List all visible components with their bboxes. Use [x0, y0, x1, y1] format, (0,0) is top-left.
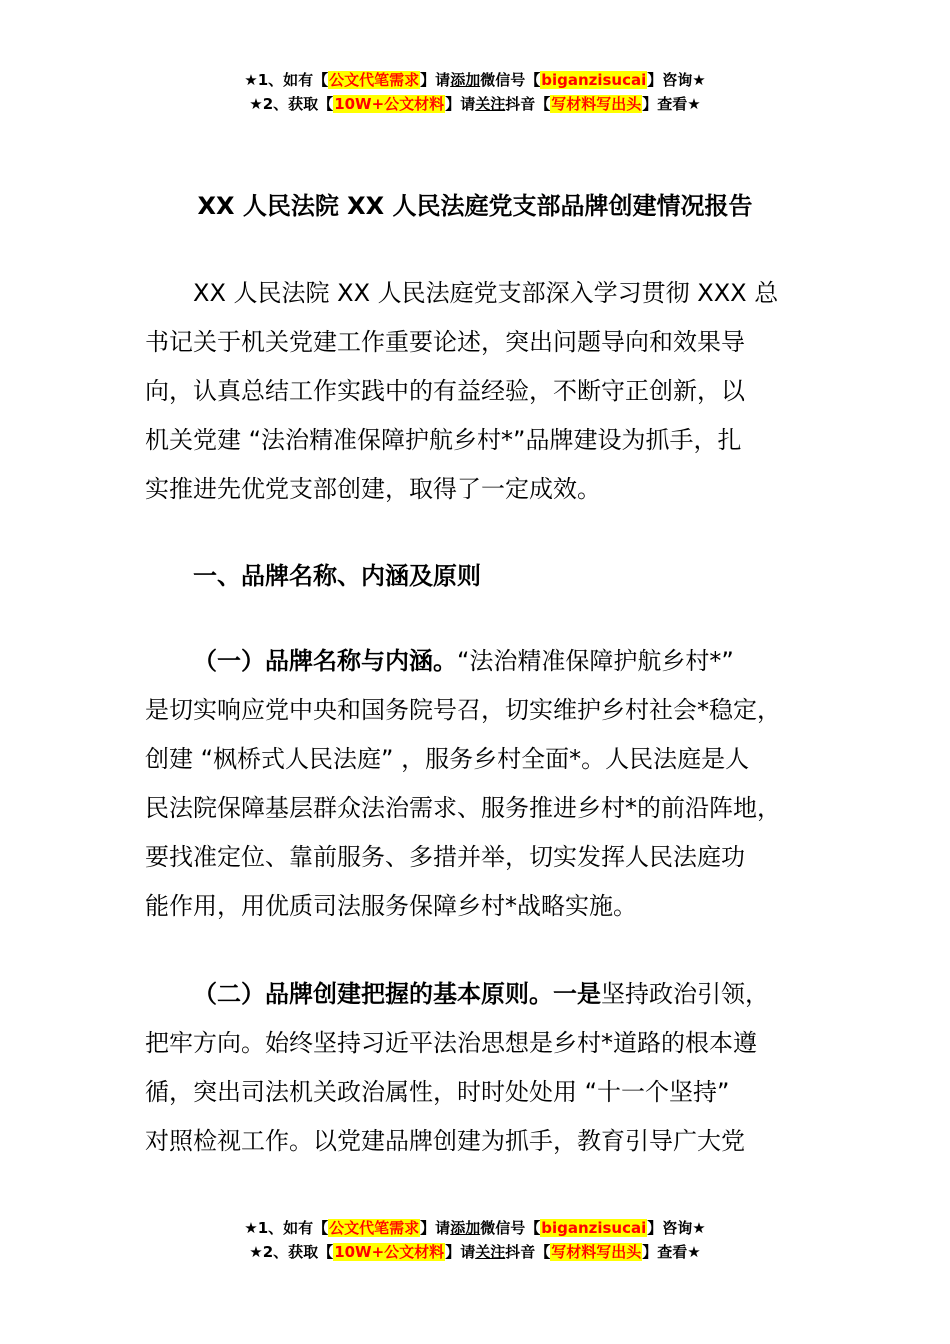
intro-line: 向，认真总结工作实践中的有益经验，不断守正创新，以 — [145, 377, 745, 405]
banner-text: 】请 — [420, 71, 451, 89]
banner-text: ★1、如有【 — [244, 1219, 329, 1237]
sub2-line: 把牢方向。始终坚持习近平法治思想是乡村*道路的根本遵 — [145, 1029, 757, 1057]
banner-line-2 — [0, 1240, 950, 1264]
banner-line-2 — [0, 92, 950, 116]
banner-text: ★1、如有【 — [244, 71, 329, 89]
banner-underline: 添加 — [450, 71, 481, 89]
banner-text: 微信号【 — [480, 71, 541, 89]
banner-line-1 — [0, 68, 950, 92]
banner-text: 】查看★ — [642, 1243, 701, 1261]
sub1-line: 能作用，用优质司法服务保障乡村*战略实施。 — [145, 892, 637, 920]
banner-line-1 — [0, 1216, 950, 1240]
sub1-lead: （一）品牌名称与内涵。 — [193, 647, 457, 675]
banner-highlight: biganzisucai — [541, 71, 647, 89]
banner-text: ★2、获取【 — [249, 1243, 334, 1261]
banner-highlight: 公文代笔需求 — [329, 71, 420, 89]
document-title: XX 人民法院 XX 人民法庭党支部品牌创建情况报告 — [197, 192, 753, 220]
banner-text: 微信号【 — [480, 1219, 541, 1237]
intro-line: 实推进先优党支部创建，取得了一定成效。 — [145, 475, 601, 503]
intro-line: 书记关于机关党建工作重要论述，突出问题导向和效果导 — [145, 328, 745, 356]
banner-underline: 关注 — [475, 1243, 506, 1261]
banner-underline: 添加 — [450, 1219, 481, 1237]
sub1-first-rest: “法治精准保障护航乡村*” — [457, 647, 734, 675]
banner-underline: 关注 — [475, 95, 506, 113]
banner-highlight: 写材料写出头 — [551, 95, 642, 113]
banner-highlight: biganzisucai — [541, 1219, 647, 1237]
sub2-first-rest: 坚持政治引领， — [601, 980, 769, 1008]
banner-text: 抖音【 — [505, 1243, 551, 1261]
banner-text: ★2、获取【 — [249, 95, 334, 113]
intro-line: XX 人民法院 XX 人民法庭党支部深入学习贯彻 XXX 总 — [193, 279, 779, 307]
banner-text: 】请 — [445, 1243, 476, 1261]
section-heading: 一、品牌名称、内涵及原则 — [193, 562, 481, 590]
sub2-first-line — [193, 976, 769, 1012]
banner-text: 抖音【 — [505, 95, 551, 113]
banner-highlight: 10W+公文材料 — [334, 1243, 445, 1261]
sub1-first-line — [193, 643, 734, 679]
sub1-line: 民法院保障基层群众法治需求、服务推进乡村*的前沿阵地， — [145, 794, 781, 822]
sub1-line: 创建 “枫桥式人民法庭” ，服务乡村全面*。人民法庭是人 — [145, 745, 750, 773]
sub1-line: 是切实响应党中央和国务院号召，切实维护乡村社会*稳定， — [145, 696, 781, 724]
sub2-line: 循，突出司法机关政治属性，时时处处用 “十一个坚持” — [145, 1078, 730, 1106]
banner-highlight: 公文代笔需求 — [329, 1219, 420, 1237]
banner-text: 】查看★ — [642, 95, 701, 113]
sub2-lead: （二）品牌创建把握的基本原则。一是 — [193, 980, 601, 1008]
banner-text: 】咨询★ — [647, 1219, 706, 1237]
bottom-banner — [0, 1216, 950, 1264]
sub2-line: 对照检视工作。以党建品牌创建为抓手，教育引导广大党 — [145, 1127, 745, 1155]
banner-text: 】咨询★ — [647, 71, 706, 89]
banner-highlight: 写材料写出头 — [551, 1243, 642, 1261]
intro-line: 机关党建 “法治精准保障护航乡村*”品牌建设为抓手，扎 — [145, 426, 742, 454]
banner-text: 】请 — [420, 1219, 451, 1237]
banner-highlight: 10W+公文材料 — [334, 95, 445, 113]
banner-text: 】请 — [445, 95, 476, 113]
top-banner — [0, 68, 950, 116]
sub1-line: 要找准定位、靠前服务、多措并举，切实发挥人民法庭功 — [145, 843, 745, 871]
